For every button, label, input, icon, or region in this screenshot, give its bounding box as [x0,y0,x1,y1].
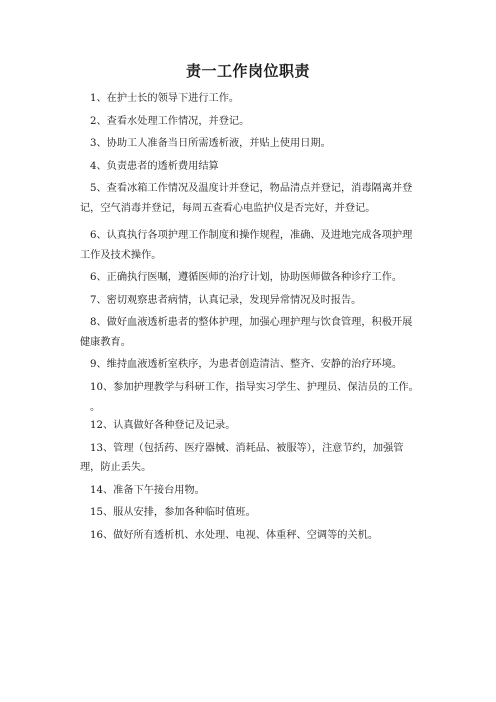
duty-item-10: 10、参加护理教学与科研工作，指导实习学生、护理员、保洁员的工作。 [90,381,419,393]
duty-item-stub: 。 [90,402,101,413]
duty-item-7: 7、密切观察患者病情，认真记录，发现异常情况及时报告。 [90,294,362,306]
duty-item-15: 15、服从安排，参加各种临时值班。 [90,507,256,518]
duty-item-6b: 6、正确执行医嘱，遵循医师的治疗计划，协助医师做各种诊疗工作。 [90,272,403,283]
duty-item-9: 9、维持血液透析室秩序，为患者创造清洁、整齐、安静的治疗环境。 [90,359,403,370]
duty-item-6a: 6、认真执行各项护理工作制度和操作规程，准确、及进地完成各项护理工作及技术操作。 [80,230,413,261]
duty-item-8: 8、做好血液透析患者的整体护理，加强心理护理与饮食管理，积极开展健康教育。 [80,317,413,348]
duty-item-2: 2、查看水处理工作情况，并登记。 [90,115,250,127]
duty-item-3: 3、协助工人准备当日所需透析液，并贴上使用日期。 [90,138,331,149]
document-title: 责一工作岗位职责 [185,62,310,80]
duty-item-12: 12、认真做好各种登记及记录。 [90,420,236,431]
duty-item-5: 5、查看冰箱工作情况及温度计并登记，物品清点并登记，消毒隔离并登记，空气消毒并登记，每周五查看心电监护仪是否完好，并登记。 [80,183,413,214]
duty-list [80,89,422,548]
duty-item-4: 4、负责患者的透析费用结算 [90,160,219,172]
duty-item-16: 16、做好所有透析机、水处理、电视、体重秤、空调等的关机。 [90,529,379,541]
duty-item-13: 13、管理（包括药、医疗器械、消耗品、被服等），注意节约，加强管理，防止丢失。 [80,442,404,473]
duty-item-14: 14、准备下午接台用物。 [90,484,205,496]
duty-item-1: 1、在护士长的领导下进行工作。 [90,93,240,104]
